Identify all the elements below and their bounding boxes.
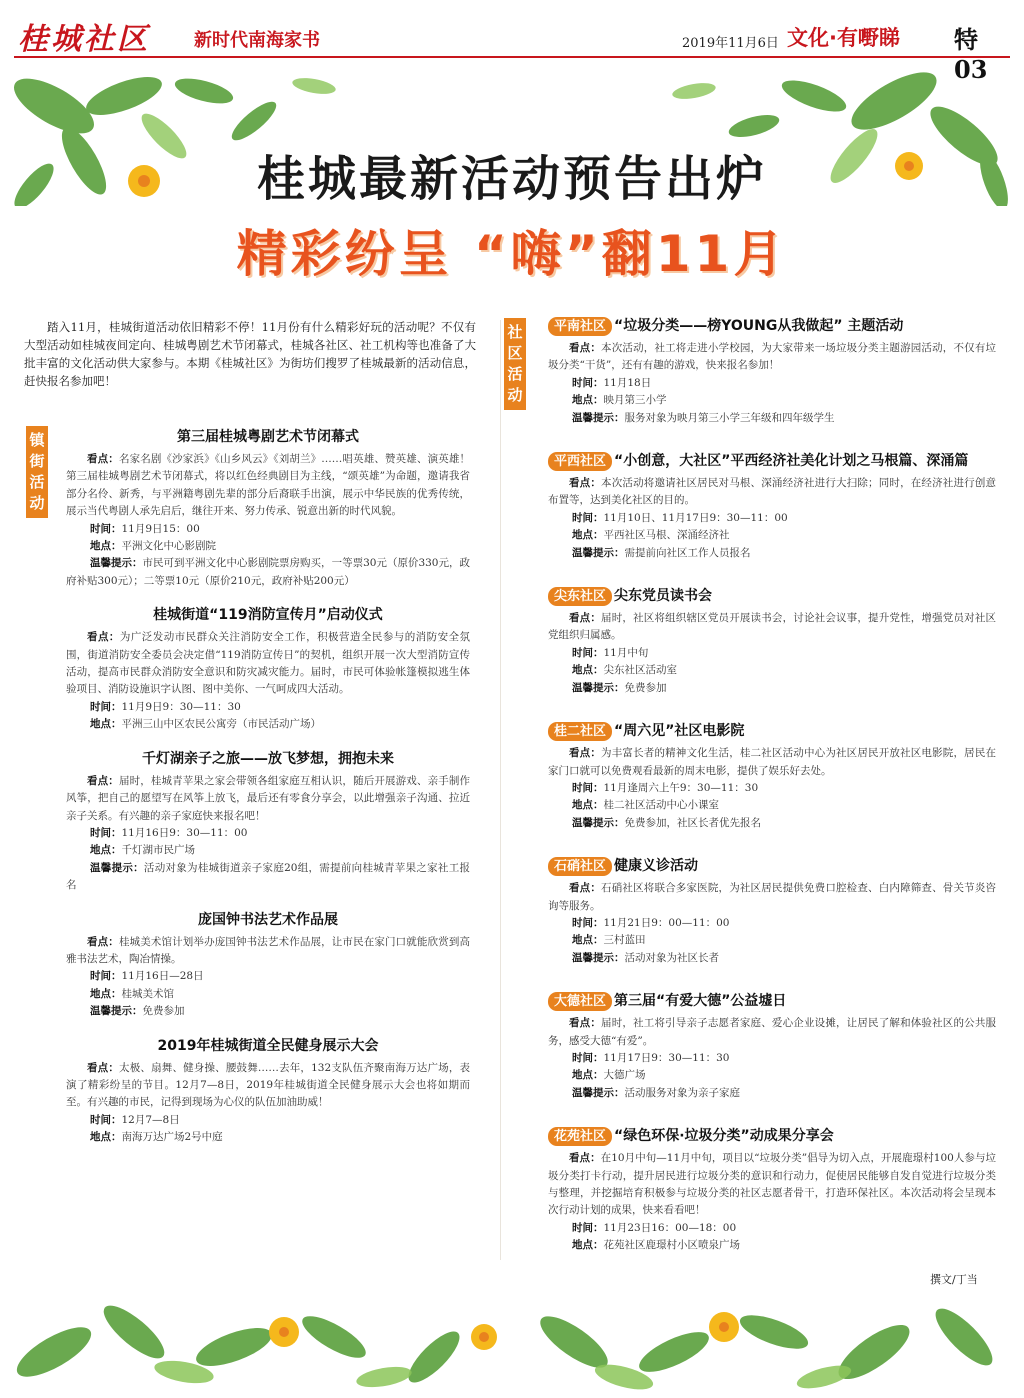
event-time: 11月中旬 — [603, 646, 649, 659]
event-pingnan — [548, 316, 996, 427]
community-tag: 花苑社区 — [548, 1127, 612, 1146]
desc-label: 看点： — [569, 747, 602, 760]
place-label: 地点： — [572, 1239, 604, 1252]
brand-slogan: 新时代南海家书 — [194, 30, 320, 51]
tip-label: 温馨提示： — [572, 546, 625, 559]
page-number: 特03 — [954, 25, 988, 84]
label-char: 活 — [507, 365, 523, 383]
time-label: 时间： — [572, 646, 604, 659]
event-desc: 在10月中旬—11月中旬，项目以“垃圾分类”倡导为切入点，开展鹿璟村100人参与垃圾分类打卡行动，提升居民进行垃圾分类的意识和行动力，促使居民能够自发自觉进行垃圾分类与整理，并挖掘培育积极参与垃圾分类的社区志愿者骨干，打造环保社区。本次活动将会呈现本次行动计划的成果，快来看看吧！ — [548, 1152, 997, 1217]
event-opera-closing — [66, 426, 470, 590]
community-tag: 石硝社区 — [548, 857, 612, 876]
event-desc: 届时，社区将组织辖区党员开展读书会，讨论社会议事，提升党性，增强党员对社区党组织归属感。 — [548, 612, 997, 642]
community-tag: 平南社区 — [548, 317, 612, 336]
place-label: 地点： — [90, 1131, 122, 1144]
event-title: “绿色环保·垃圾分类”动成果分享会 — [614, 1128, 834, 1145]
event-dade — [548, 991, 996, 1102]
desc-label: 看点： — [569, 1017, 602, 1030]
place-label: 地点： — [572, 1069, 604, 1082]
event-time: 11月9日15：00 — [121, 522, 200, 535]
place-label: 地点： — [572, 799, 604, 812]
tip-label: 温馨提示： — [572, 681, 625, 694]
event-desc: 名家名剧《沙家浜》《山乡风云》《刘胡兰》……唱英雄、赞英雄、演英雄！第三届桂城粤剧艺术节闭幕式，将以红色经典剧目为主线，“颂英雄”为命题，邀请我省部分名伶、新秀，与平洲籍粤剧先辈的部分后裔联手出演，展示中华民族的优秀传统，展示当代粤剧人承先启后，继往开来、努力传承、锐意出新的时代风貌。 — [66, 453, 471, 518]
desc-label: 看点： — [569, 1152, 601, 1165]
time-label: 时间： — [572, 1221, 604, 1234]
place-label: 地点： — [572, 934, 604, 947]
time-label: 时间： — [90, 970, 122, 983]
tip-label: 温馨提示： — [572, 816, 625, 829]
event-tip: 市民可到平洲文化中心影剧院票房购买，一等票30元（原价330元，政府补贴300元）；二等票10元（原价210元，政府补贴200元） — [66, 557, 470, 587]
event-desc: 届时，桂城青苹果之家会带领各组家庭互相认识，随后开展游戏、亲手制作风筝，把自己的愿望写在风筝上放飞，最后还有零食分享会，以此增强亲子沟通、拉近亲子关系。有兴趣的亲子家庭快来报名吧！ — [66, 774, 471, 822]
community-tag: 大德社区 — [548, 992, 612, 1011]
event-shixiao — [548, 856, 996, 967]
event-place: 平洲三山中区农民公寓旁（市民活动广场） — [121, 718, 321, 731]
event-time: 12月7—8日 — [121, 1113, 180, 1126]
event-tip: 免费参加 — [142, 1005, 185, 1018]
event-time: 11月9日9：30—11：30 — [121, 700, 241, 713]
desc-label: 看点： — [569, 612, 602, 625]
desc-label: 看点： — [87, 453, 119, 465]
time-label: 时间： — [90, 1113, 122, 1126]
event-title: 桂城街道“119消防宣传月”启动仪式 — [153, 607, 383, 624]
place-label: 地点： — [90, 987, 122, 1000]
event-tip: 需提前向社区工作人员报名 — [624, 546, 751, 559]
event-time: 11月10日、11月17日9：30—11：00 — [603, 511, 788, 524]
time-label: 时间： — [572, 916, 604, 929]
desc-label: 看点： — [569, 882, 602, 895]
event-desc: 本次活动，社工将走进小学校园，为大家带来一场垃圾分类主题游园活动，不仅有垃圾分类“干货”，还有有趣的游戏，快来报名参加！ — [548, 342, 997, 372]
time-label: 时间： — [572, 781, 604, 794]
event-title: 庞国钟书法艺术作品展 — [198, 911, 338, 928]
time-label: 时间： — [572, 1051, 604, 1064]
event-huayuan — [548, 1126, 996, 1254]
event-desc: 石硝社区将联合多家医院，为社区居民提供免费口腔检查、白内障筛查、骨关节炎咨询等服务。 — [548, 882, 997, 912]
event-title: “小创意，大社区”平西经济社美化计划之马根篇、深涌篇 — [614, 453, 969, 470]
event-desc: 为丰富长者的精神文化生活，桂二社区活动中心为社区居民开放社区电影院，居民在家门口就可以免费观看最新的周末电影，提供了娱乐好去处。 — [548, 747, 997, 777]
event-place: 桂二社区活动中心小课室 — [603, 799, 719, 812]
event-kite-trip — [66, 748, 470, 895]
tip-label: 温馨提示： — [90, 557, 143, 570]
event-desc: 届时，社工将引导亲子志愿者家庭、爱心企业设摊，让居民了解和体验社区的公共服务，感受大德“有爱”。 — [548, 1017, 997, 1047]
event-title: 第三届桂城粤剧艺术节闭幕式 — [177, 429, 359, 445]
event-fitness-show — [66, 1035, 470, 1147]
event-pingxi — [548, 451, 996, 562]
event-guier — [548, 721, 996, 832]
event-place: 映月第三小学 — [603, 394, 667, 407]
section-name: 文化·有嘢睇 — [787, 26, 900, 50]
section-label-town — [26, 426, 48, 518]
event-desc: 太极、扇舞、健身操、腰鼓舞……去年，132支队伍齐聚南海万达广场，表演了精彩纷呈的节目。12月7—8日，2019年桂城街道全民健身展示大会也将如期而至。有兴趣的市民，记得到现场为心仪的队伍加油助威！ — [66, 1061, 470, 1109]
town-events-column — [66, 426, 470, 1161]
label-char: 镇 — [29, 431, 45, 449]
event-time: 11月16日—28日 — [121, 970, 204, 983]
event-place: 桂城美术馆 — [121, 987, 174, 1000]
desc-label: 看点： — [87, 935, 119, 948]
intro-paragraph: 踏入11月，桂城街道活动依旧精彩不停！11月份有什么精彩好玩的活动呢？不仅有大型活动如桂城夜间定向、桂城粤剧艺术节闭幕式，桂城各社区、社工机构等也准备了大批丰富的文化活动供大家参与。本期《桂城社区》为街坊们搜罗了桂城最新的活动信息，赶快报名参加吧！ — [24, 320, 476, 388]
event-title: 第三届“有爱大德”公益墟日 — [614, 993, 787, 1010]
event-time: 11月18日 — [603, 376, 652, 389]
section-label-community — [504, 318, 526, 410]
event-calligraphy-exhibit — [66, 909, 470, 1021]
event-fire-safety — [66, 604, 470, 733]
event-tip: 活动服务对象为亲子家庭 — [624, 1086, 740, 1099]
label-char: 动 — [507, 386, 523, 404]
event-place: 平西社区马根、深涌经济社 — [603, 529, 730, 542]
event-tip: 免费参加，社区长者优先报名 — [624, 816, 761, 829]
event-time: 11月21日9：00—11：00 — [603, 916, 730, 929]
community-tag: 桂二社区 — [548, 722, 612, 741]
place-label: 地点： — [572, 394, 604, 407]
desc-label: 看点： — [569, 342, 602, 354]
event-title: 2019年桂城街道全民健身展示大会 — [157, 1037, 379, 1054]
label-char: 动 — [29, 494, 45, 512]
brand-logo: 桂城社区 — [18, 22, 150, 57]
issue-date: 2019年11月6日 — [682, 36, 779, 51]
event-place: 平洲文化中心影剧院 — [121, 540, 216, 553]
time-label: 时间： — [90, 826, 122, 839]
event-title: “垃圾分类——榜YOUNG从我做起” 主题活动 — [614, 318, 904, 334]
event-desc: 桂城美术馆计划举办庞国钟书法艺术作品展，让市民在家门口就能欣赏到高雅书法艺术，陶冶情操。 — [66, 935, 471, 965]
time-label: 时间： — [90, 700, 122, 713]
desc-label: 看点： — [87, 631, 120, 644]
time-label: 时间： — [572, 376, 604, 389]
event-place: 三村蓝田 — [603, 934, 646, 947]
time-label: 时间： — [572, 511, 604, 524]
event-time: 11月23日16：00—18：00 — [603, 1221, 737, 1234]
desc-label: 看点： — [87, 774, 119, 787]
event-tip: 活动对象为社区长者 — [624, 951, 719, 964]
event-title: “周六见”社区电影院 — [614, 723, 745, 740]
tip-label: 温馨提示： — [572, 951, 625, 964]
event-title: 尖东党员读书会 — [614, 588, 713, 605]
event-place: 南海万达广场2号中庭 — [121, 1131, 223, 1144]
desc-label: 看点： — [569, 477, 602, 490]
place-label: 地点： — [90, 844, 122, 857]
masthead — [14, 12, 1010, 84]
place-label: 地点： — [90, 718, 122, 731]
tip-label: 温馨提示： — [572, 1086, 625, 1099]
place-label: 地点： — [572, 529, 604, 542]
label-char: 区 — [507, 344, 523, 362]
community-events-column — [548, 316, 996, 1279]
event-place: 大德广场 — [603, 1069, 646, 1082]
tip-label: 温馨提示： — [90, 861, 144, 874]
place-label: 地点： — [90, 540, 122, 553]
time-label: 时间： — [90, 522, 122, 535]
event-tip: 免费参加 — [624, 681, 667, 694]
tip-label: 温馨提示： — [90, 1005, 143, 1018]
label-char: 活 — [29, 473, 45, 491]
event-place: 千灯湖市民广场 — [121, 844, 195, 857]
event-time: 11月逢周六上午9：30—11：30 — [603, 781, 759, 794]
label-char: 街 — [29, 452, 45, 470]
event-title: 千灯湖亲子之旅——放飞梦想，拥抱未来 — [142, 750, 394, 767]
byline: 撰文/丁当 — [930, 1273, 978, 1286]
label-char: 社 — [507, 323, 523, 341]
event-tip: 服务对象为映月第三小学三年级和四年级学生 — [624, 411, 835, 424]
community-tag: 平西社区 — [548, 452, 612, 471]
community-tag: 尖东社区 — [548, 587, 612, 606]
page-title: 桂城最新活动预告出炉 — [256, 151, 767, 207]
event-desc: 本次活动将邀请社区居民对马根、深涌经济社进行大扫除；同时，在经济社进行创意布置等，达到美化社区的目的。 — [548, 477, 997, 507]
event-jiandong — [548, 586, 996, 697]
event-place: 花苑社区鹿璟村小区喷泉广场 — [603, 1239, 740, 1252]
page-subtitle: 精彩纷呈 “嗨”翻11月 — [236, 225, 788, 283]
leaf-decoration-bottom — [14, 1292, 1010, 1392]
event-title: 健康义诊活动 — [614, 858, 699, 875]
event-desc: 为广泛发动市民群众关注消防安全工作，积极营造全民参与的消防安全氛围，街道消防安全委员会决定借“119消防宣传日”的契机，组织开展一次大型消防宣传活动，提高市民群众消防安全意识和防灾减灾能力。届时，市民可体验帐篷模拟逃生体验项目、消防设施识字认图、图中美你、一气呵成四大活动。 — [66, 631, 471, 696]
event-time: 11月17日9：30—11：30 — [603, 1051, 730, 1064]
event-tip: 活动对象为桂城街道亲子家庭20组，需提前向桂城青苹果之家社工报名 — [66, 861, 470, 892]
column-divider — [500, 320, 501, 1260]
event-time: 11月16日9：30—11：00 — [121, 826, 248, 839]
tip-label: 温馨提示： — [572, 411, 625, 424]
desc-label: 看点： — [87, 1061, 120, 1074]
place-label: 地点： — [572, 664, 604, 677]
event-place: 尖东社区活动室 — [603, 664, 677, 677]
